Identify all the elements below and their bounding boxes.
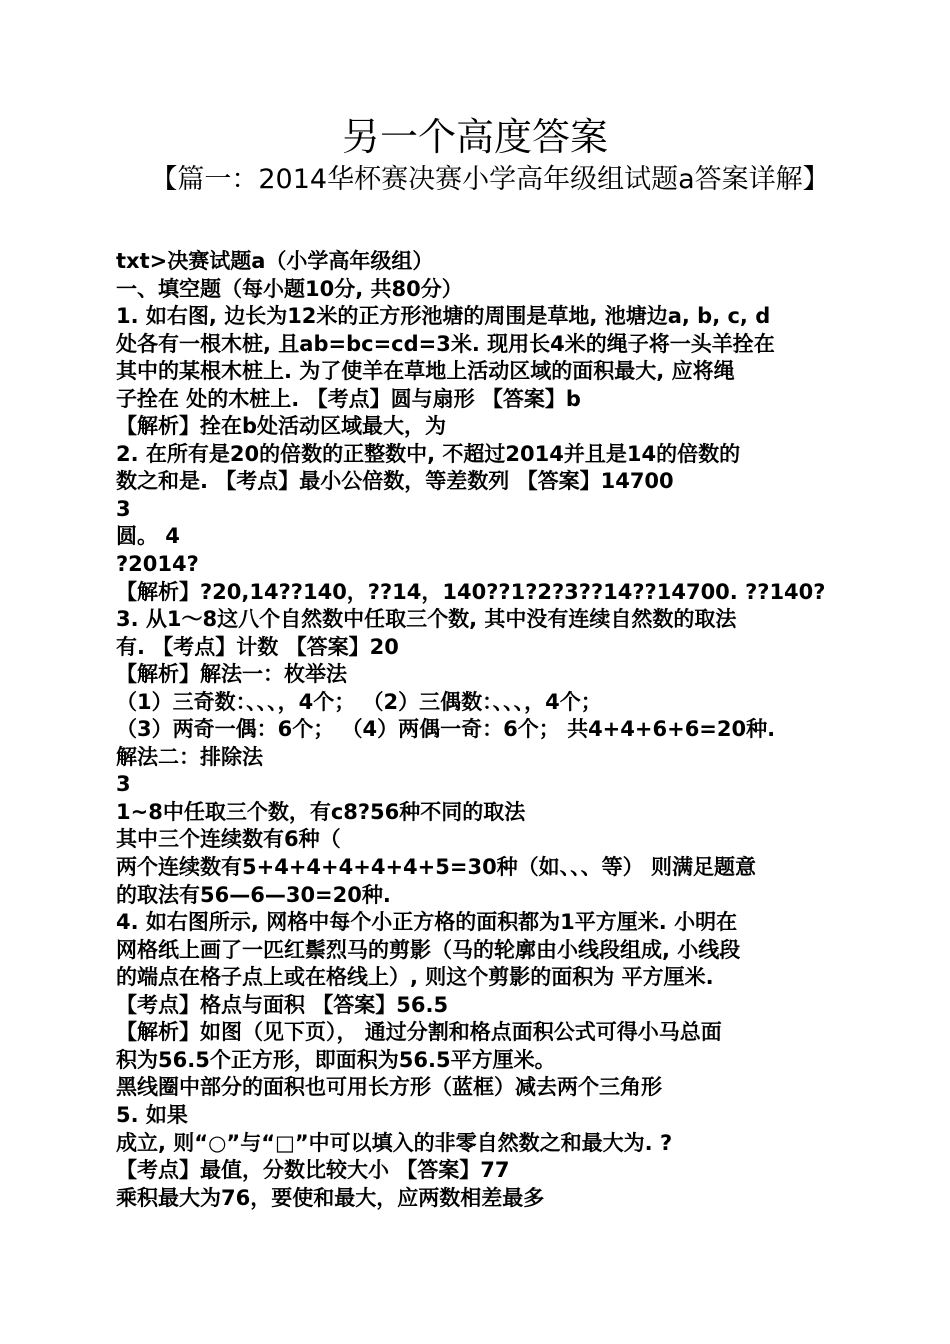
text-line: 成立, 则“○”与“□”中可以填入的非零自然数之和最大为. ?: [116, 1130, 673, 1155]
text-line: 【解析】?20,14??140，??14，140??1?2?3??14??14700. ??140?: [116, 579, 826, 604]
text-line: 3: [116, 496, 131, 521]
text-line: 乘积最大为76，要使和最大，应两数相差最多: [116, 1185, 545, 1210]
text-line: 1. 如右图, 边长为12米的正方形池塘的周围是草地, 池塘边a, b, c, d: [116, 304, 771, 329]
text-line: 其中的某根木桩上. 为了使羊在草地上活动区域的面积最大, 应将绳: [116, 359, 735, 384]
document-body: [116, 248, 846, 1212]
text-line: 3. 从1～8这八个自然数中任取三个数, 其中没有连续自然数的取法: [116, 607, 737, 632]
text-line: 【考点】最值，分数比较大小 【答案】77: [116, 1158, 510, 1183]
text-line: 4. 如右图所示, 网格中每个小正方格的面积都为1平方厘米. 小明在: [116, 910, 738, 935]
text-line: 【解析】解法一：枚举法: [116, 662, 347, 687]
text-line: 有. 【考点】计数 【答案】20: [116, 634, 399, 659]
text-line: txt>决赛试题a（小学高年级组）: [116, 249, 434, 273]
text-line: （1）三奇数：、、、，4个； （2）三偶数：、、、，4个；: [116, 689, 602, 714]
text-line: 一、填空题（每小题10分, 共80分）: [116, 276, 463, 301]
text-line: 积为56.5个正方形，即面积为56.5平方厘米。: [116, 1047, 556, 1072]
text-line: 【解析】如图（见下页）， 通过分割和格点面积公式可得小马总面: [116, 1020, 722, 1045]
text-line: 处各有一根木桩, 且ab=bc=cd=3米. 现用长4米的绳子将一头羊拴在: [116, 331, 775, 356]
text-line: 【考点】格点与面积 【答案】56.5: [116, 992, 449, 1017]
document-title: 另一个高度答案: [341, 115, 608, 159]
text-line: 的取法有56—6—30=20种.: [116, 882, 391, 907]
text-line: 1~8中任取三个数，有c8?56种不同的取法: [116, 799, 526, 824]
text-line: 其中三个连续数有6种（: [116, 827, 341, 852]
text-line: 【解析】拴在b处活动区域最大，为: [116, 414, 447, 439]
text-line: 两个连续数有5+4+4+4+4+4+5=30种（如、、、等） 则满足题意: [116, 855, 756, 880]
text-line: ?2014?: [116, 552, 199, 577]
text-line: 网格纸上画了一匹红鬃烈马的剪影（马的轮廓由小线段组成, 小线段: [116, 937, 741, 962]
text-line: 黑线圈中部分的面积也可用长方形（蓝框）减去两个三角形: [116, 1075, 662, 1100]
document-subtitle: 【篇一：2014华杯赛决赛小学高年级组试题a答案详解】: [150, 164, 830, 195]
text-line: （3）两奇一偶：6个； （4）两偶一奇：6个； 共4+4+6+6=20种.: [116, 717, 776, 742]
text-line: 3: [116, 772, 131, 797]
text-line: 2. 在所有是20的倍数的正整数中, 不超过2014并且是14的倍数的: [116, 441, 741, 466]
text-line: 子拴在 处的木桩上. 【考点】圆与扇形 【答案】b: [116, 386, 581, 411]
text-line: 的端点在格子点上或在格线上）, 则这个剪影的面积为 平方厘米.: [116, 965, 714, 990]
text-line: 数之和是. 【考点】最小公倍数，等差数列 【答案】14700: [116, 469, 674, 494]
text-line: 解法二：排除法: [116, 744, 263, 769]
text-line: 圆。 4: [116, 524, 180, 549]
text-line: 5. 如果: [116, 1102, 188, 1127]
